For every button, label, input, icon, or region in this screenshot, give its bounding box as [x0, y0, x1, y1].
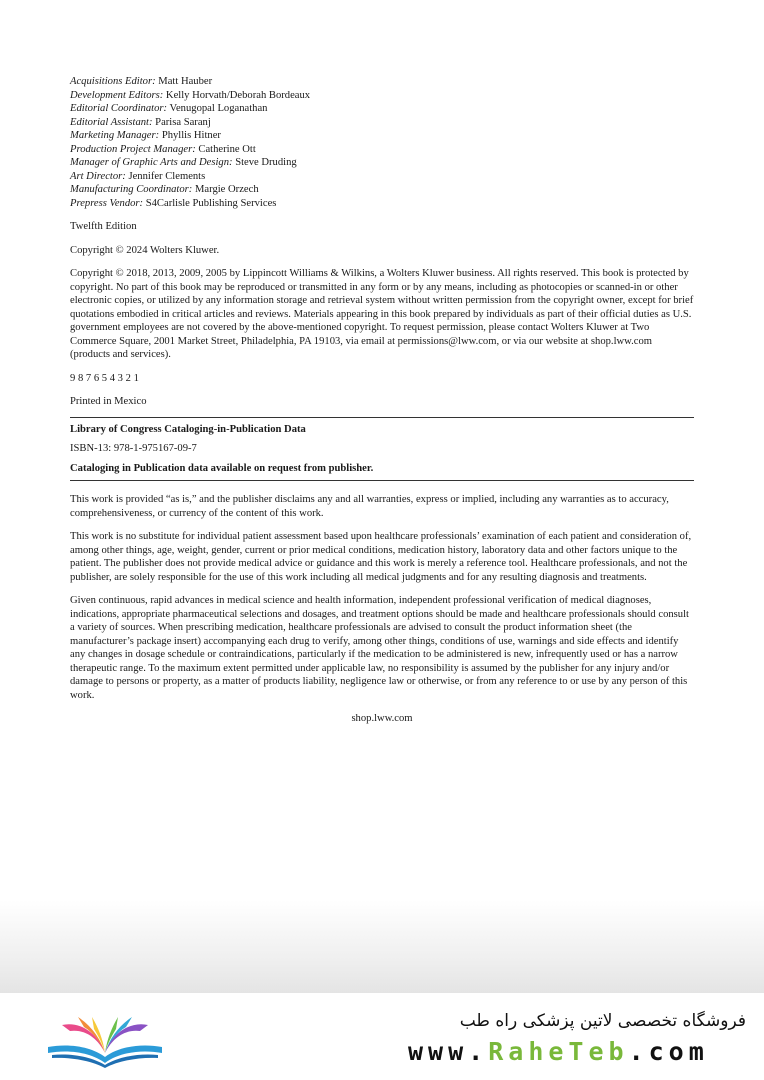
- credit-name: Venugopal Loganathan: [169, 103, 268, 114]
- credit-name: S4Carlisle Publishing Services: [145, 197, 277, 209]
- copyright-page-content: [70, 75, 694, 726]
- credit-role: Marketing Manager:: [70, 130, 160, 141]
- url-suffix: .com: [628, 1037, 709, 1066]
- credit-row: [70, 102, 694, 116]
- credit-role: Prepress Vendor:: [70, 197, 144, 209]
- credit-name: Margie Orzech: [194, 184, 259, 195]
- credit-role: Art Director:: [70, 170, 126, 182]
- print-line: 9 8 7 6 5 4 3 2 1: [70, 372, 139, 384]
- cip-title: Library of Congress Cataloging-in-Publication Data: [70, 423, 306, 435]
- credit-role: Production Project Manager:: [70, 143, 196, 155]
- credit-role: Acquisitions Editor:: [70, 76, 156, 87]
- credits-list: [70, 75, 694, 210]
- edition-text: Twelfth Edition: [70, 221, 137, 232]
- credit-row: [70, 129, 694, 143]
- credit-name: Phyllis Hitner: [161, 130, 221, 141]
- credit-name: Kelly Horvath/Deborah Bordeaux: [165, 89, 311, 101]
- copyright-current: Copyright © 2024 Wolters Kluwer.: [70, 244, 220, 256]
- open-book-rainbow-icon: [40, 1003, 170, 1069]
- credit-row: [70, 197, 694, 211]
- disclaimer-paragraph: This work is no substitute for individual patient assessment based upon healthcare professionals’ examination of each patient and consideration of, among other things, age, weight, gender, current or prior medical conditions, medication history, laboratory data and other factors unique to the patient. The publisher does not provide medical advice or guidance and this work is merely a reference tool. Healthcare professionals, and not the publisher, are solely responsible for the use of this work including all medical judgments and for any resulting diagnosis and treatments.: [70, 531, 692, 583]
- credit-row: [70, 116, 694, 130]
- credit-row: [70, 156, 694, 170]
- credit-row: [70, 170, 694, 184]
- credit-row: [70, 75, 694, 89]
- credit-row: [70, 89, 694, 103]
- copyright-prior: Copyright © 2018, 2013, 2009, 2005 by Lippincott Williams & Wilkins, a Wolters Kluwer business. All rights reserved. This book is protected by copyright. No part of this book may be reproduced or transmitted in any form or by any means, including as photocopies or scanned-in or other electronic copies, or utilized by any information storage and retrieval system without written permission from the copyright owner, except for brief quotations embodied in critical articles and reviews. Materials appearing in this book prepared by individuals as part of their official duties as U.S. government employees are not covered by the above-mentioned copyright. To request permission, please contact Wolters Kluwer at Two Commerce Square, 2001 Market Street, Philadelphia, PA 19103, via email at permissions@lww.com, or via our website at shop.lww.com (products and services).: [70, 268, 694, 360]
- credit-row: [70, 143, 694, 157]
- cip-note: Cataloging in Publication data available on request from publisher.: [70, 462, 374, 474]
- printed-in: Printed in Mexico: [70, 396, 147, 407]
- credit-name: Matt Hauber: [158, 76, 213, 87]
- credit-role: Manager of Graphic Arts and Design:: [70, 157, 233, 168]
- store-url: [408, 1037, 748, 1066]
- url-brand: RaheTeb: [488, 1037, 629, 1066]
- credit-name: Catherine Ott: [198, 143, 256, 155]
- website-link[interactable]: shop.lww.com: [351, 713, 413, 724]
- url-prefix: www.: [408, 1037, 489, 1066]
- credit-name: Steve Druding: [235, 157, 297, 168]
- credit-role: Editorial Assistant:: [70, 116, 153, 128]
- credit-name: Parisa Saranj: [155, 116, 211, 128]
- credit-name: Jennifer Clements: [128, 170, 206, 182]
- credit-role: Editorial Coordinator:: [70, 103, 168, 114]
- watermark-footer: [0, 993, 764, 1080]
- credit-role: Manufacturing Coordinator:: [70, 184, 193, 195]
- credit-row: [70, 183, 694, 197]
- store-name: فروشگاه تخصصی لاتین پزشکی راه طب: [459, 1011, 746, 1031]
- disclaimer-paragraph: Given continuous, rapid advances in medical science and health information, independent professional verification of medical diagnoses, indications, appropriate pharmaceutical selections and dosages, and treatment options should be made and healthcare professionals should consult a variety of sources. When prescribing medication, healthcare professionals are advised to consult the product information sheet (the manufacturer’s package insert) accompanying each drug to verify, among other things, conditions of use, warnings and side effects and identify any changes in dosage schedule or contraindications, particularly if the medication to be administered is new, infrequently used or has a narrow therapeutic range. To the maximum extent permitted under applicable law, no responsibility is assumed by the publisher for any injury and/or damage to persons or property, as a matter of products liability, negligence law or otherwise, or from any reference to or use by any person of this work.: [70, 595, 689, 701]
- isbn: ISBN-13: 978-1-975167-09-7: [70, 443, 197, 454]
- disclaimer-paragraph: This work is provided “as is,” and the publisher disclaims any and all warranties, express or implied, including any warranties as to accuracy, comprehensiveness, or currency of the content of this work.: [70, 494, 669, 519]
- credit-role: Development Editors:: [70, 89, 164, 101]
